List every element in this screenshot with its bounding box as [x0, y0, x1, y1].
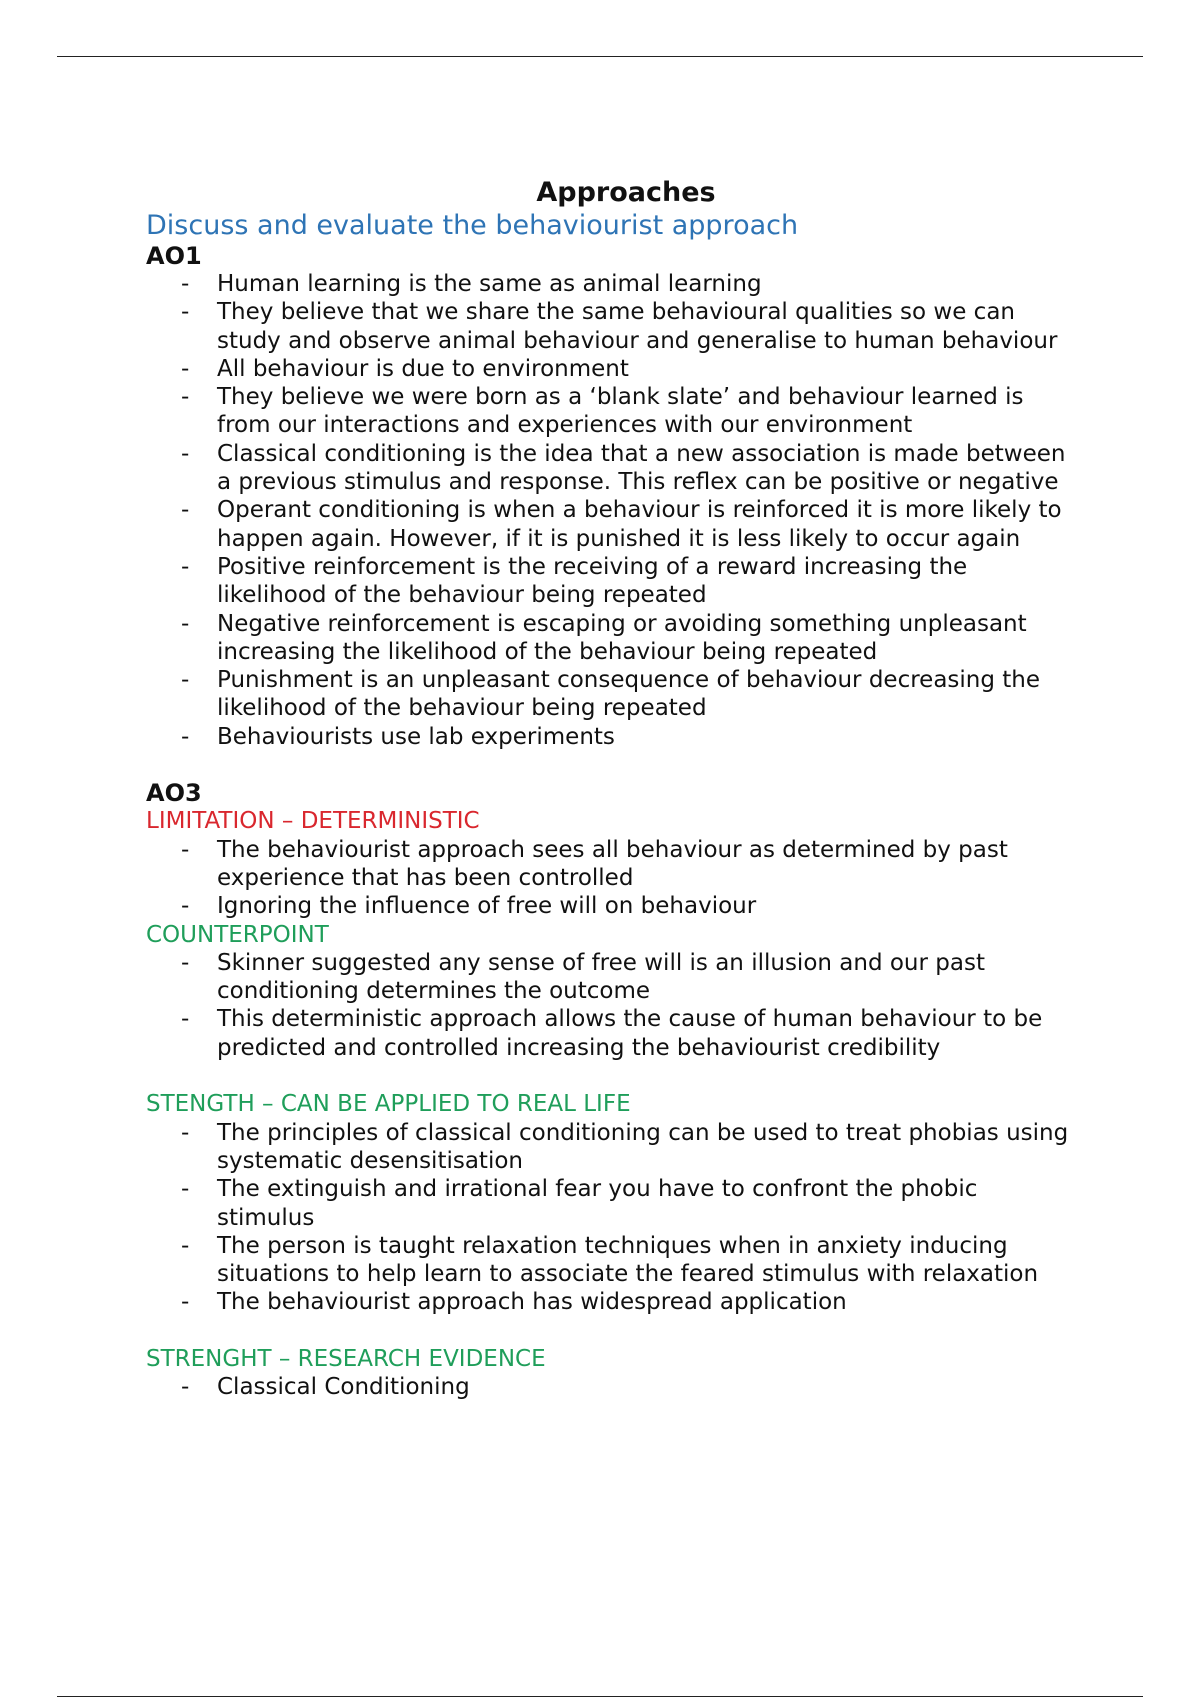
list-item	[181, 1005, 1076, 1062]
list-item	[181, 892, 1076, 920]
list-item-text: The behaviourist approach sees all behaviour as determined by past experience that has been controlled	[217, 836, 1008, 891]
list-item	[181, 553, 1076, 610]
list-item	[181, 298, 1076, 355]
list-item	[181, 270, 1076, 298]
bullet-dash: -	[181, 497, 190, 524]
list-item	[181, 836, 1076, 893]
document-body	[146, 176, 1076, 1402]
list-item	[181, 1288, 1076, 1316]
limitation-heading: LIMITATION – DETERMINISTIC	[146, 808, 480, 835]
list-item-text: The principles of classical conditioning can be used to treat phobias using systematic desensitisation	[217, 1119, 1069, 1174]
bullet-dash: -	[181, 1289, 190, 1316]
bullet-dash: -	[181, 723, 190, 750]
list-item-text: The person is taught relaxation techniques when in anxiety inducing situations to help learn to associate the feared stimulus with relaxation	[217, 1232, 1039, 1288]
list-item	[181, 1373, 1076, 1401]
bullet-dash: -	[181, 1232, 190, 1259]
list-item	[181, 610, 1076, 667]
essay-question: Discuss and evaluate the behaviourist approach	[146, 210, 799, 241]
list-item-text: Punishment is an unpleasant consequence of behaviour decreasing the likelihood of the behaviour being repeated	[217, 667, 1041, 722]
list-item	[181, 496, 1076, 553]
bullet-dash: -	[181, 1176, 190, 1203]
list-item-text: Positive reinforcement is the receiving of a reward increasing the likelihood of the behaviour being repeated	[217, 553, 968, 609]
spacer	[146, 751, 1076, 779]
bullet-dash: -	[181, 440, 190, 467]
bullet-dash: -	[181, 553, 190, 580]
list-item	[181, 383, 1076, 440]
list-item	[181, 1175, 1076, 1232]
counterpoint-list	[146, 949, 1076, 1062]
list-item-text: Classical Conditioning	[217, 1374, 470, 1401]
ao1-list	[146, 270, 1076, 751]
list-item	[181, 355, 1076, 383]
list-item	[181, 1232, 1076, 1289]
list-item-text: Skinner suggested any sense of free will is an illusion and our past conditioning determines the outcome	[217, 949, 985, 1005]
bullet-dash: -	[181, 271, 190, 297]
bullet-dash: -	[181, 893, 190, 920]
strength-research-heading: STRENGHT – RESEARCH EVIDENCE	[146, 1345, 546, 1372]
footer-rule	[57, 1696, 1143, 1697]
ao1-label: AO1	[146, 242, 202, 270]
list-item-text: This deterministic approach allows the cause of human behaviour to be predicted and controlled increasing the behaviourist credibility	[217, 1006, 1043, 1061]
bullet-dash: -	[181, 949, 190, 976]
list-item	[181, 723, 1076, 751]
bullet-dash: -	[181, 1006, 190, 1033]
spacer	[146, 1317, 1076, 1345]
strength-real-life-list	[146, 1119, 1076, 1317]
list-item-text: Ignoring the influence of free will on behaviour	[217, 893, 757, 920]
list-item	[181, 440, 1076, 497]
header-rule	[57, 56, 1143, 57]
limitation-list	[146, 836, 1076, 921]
strength-real-life-heading: STENGTH – CAN BE APPLIED TO REAL LIFE	[146, 1091, 631, 1118]
list-item-text: Classical conditioning is the idea that a new association is made between a previous stimulus and response. This reflex can be positive or negative	[217, 440, 1066, 496]
list-item-text: The behaviourist approach has widespread application	[217, 1289, 847, 1316]
list-item	[181, 1119, 1076, 1176]
counterpoint-heading: COUNTERPOINT	[146, 921, 329, 948]
bullet-dash: -	[181, 299, 190, 326]
spacer	[146, 1062, 1076, 1090]
ao3-label: AO3	[146, 779, 202, 808]
page-title: Approaches	[536, 177, 716, 208]
list-item-text: The extinguish and irrational fear you have to confront the phobic stimulus	[217, 1176, 978, 1231]
bullet-dash: -	[181, 610, 190, 637]
bullet-dash: -	[181, 1119, 190, 1146]
list-item	[181, 949, 1076, 1006]
list-item-text: All behaviour is due to environment	[217, 355, 629, 382]
bullet-dash: -	[181, 384, 190, 411]
bullet-dash: -	[181, 1374, 190, 1401]
strength-research-list	[146, 1373, 1076, 1401]
bullet-dash: -	[181, 836, 190, 863]
bullet-dash: -	[181, 667, 190, 694]
list-item-text: They believe we were born as a ‘blank slate’ and behaviour learned is from our interactions and experiences with our environment	[217, 384, 1024, 439]
bullet-dash: -	[181, 355, 190, 382]
list-item-text: Negative reinforcement is escaping or avoiding something unpleasant increasing the likelihood of the behaviour being repeated	[217, 610, 1027, 665]
list-item-text: They believe that we share the same behavioural qualities so we can study and observe animal behaviour and generalise to human behaviour	[217, 299, 1058, 354]
list-item	[181, 666, 1076, 723]
list-item-text: Operant conditioning is when a behaviour is reinforced it is more likely to happen again. However, if it is punished it is less likely to occur again	[217, 497, 1062, 552]
list-item-text: Human learning is the same as animal learning	[217, 271, 762, 297]
list-item-text: Behaviourists use lab experiments	[217, 723, 615, 750]
